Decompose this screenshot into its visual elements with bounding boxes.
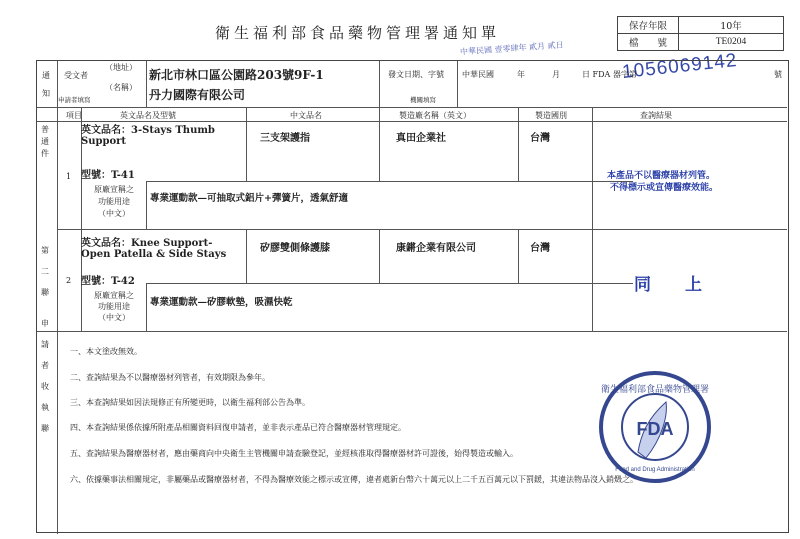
item-1-country: 台灣 [530, 133, 550, 144]
item-1-purpose: 專業運動款—可抽取式鋁片+彈簧片，透氣舒適 [150, 193, 348, 204]
seal-bottom-text: Food and Drug Administration [615, 467, 695, 473]
date-stamp: 中華民國 壹零肆年 貳月 貳日 [459, 40, 564, 57]
item-1-model [81, 166, 135, 181]
note-5: 五、查詢結果為醫療器材者，應由藥商向中央衛生主管機關申請查驗登記，並經核准取得醫療器材許可證後，始得製造或輸入。 [70, 449, 518, 458]
sec2-char: 收 [41, 382, 49, 391]
date-number-label: 發文日期、字號 [388, 70, 444, 79]
sec1-char: 普 [41, 125, 49, 134]
item-2-en-value: Knee Support-Open Patella & Side Stays [81, 238, 227, 260]
agency-note: 機關填寫 [410, 96, 436, 104]
seal-center-text: FDA [636, 419, 674, 439]
item-2-number: 2 [66, 276, 72, 285]
applicant-note: 申請者填寫 [58, 96, 91, 104]
col-country: 製造國別 [535, 111, 567, 120]
item-2-purpose-label: 原廠宣稱之 功能用途 （中文） [94, 291, 134, 322]
sec2-char: 聯 [41, 424, 49, 433]
col-cn-name: 中文品名 [290, 111, 322, 120]
document-title: 衛生福利部食品藥物管理署通知單 [215, 24, 501, 42]
sec2-char: 第 [41, 246, 49, 255]
section-label-second-copy [41, 240, 53, 439]
sec2-char: 二 [41, 267, 49, 276]
note-6: 六、依據藥事法相關規定，非屬藥品或醫療器材者，不得為醫療效能之標示或宣傳，違者處新台幣六十萬元以上二千五百萬元以下罰鍰，其違法物品沒入銷燬之。 [70, 475, 638, 484]
item-2-en-label: 英文品名： [81, 238, 131, 249]
document-number-stamp: 1056069142 [621, 50, 739, 83]
item-1-en-value: 3-Stays Thumb Support [81, 125, 215, 147]
number-label: 號 [774, 70, 782, 79]
sec2-char: 執 [41, 403, 49, 412]
item-2-model-label: 型號： [81, 276, 111, 287]
side-label-bottom: 知 [42, 89, 50, 98]
roc-label: 中華民國 [462, 70, 494, 79]
section-label-ordinary [41, 124, 53, 160]
item-1-purpose-label: 原廠宣稱之 功能用途 （中文） [94, 185, 134, 218]
item-2-model [81, 272, 135, 287]
item-2-purpose: 專業運動款—矽膠軟墊，吸濕快乾 [150, 297, 293, 308]
recipient-company: 丹力國際有限公司 [149, 88, 246, 102]
fda-seal [596, 368, 714, 486]
item-1-cn-name: 三支架護指 [260, 133, 310, 144]
result-text-2: 不得標示或宣傳醫療效能。 [610, 183, 719, 193]
item-1-en-name [81, 125, 231, 147]
sec2-char: 申 [41, 319, 49, 328]
item-1-manufacturer: 真田企業社 [396, 133, 446, 144]
name-label: （名稱） [105, 83, 137, 92]
sec1-char: 通 [41, 137, 49, 146]
item-2-model-value: T-42 [111, 276, 135, 287]
item-1-en-label: 英文品名： [81, 125, 131, 136]
sec2-char: 請 [41, 340, 49, 349]
col-item: 項目 [66, 111, 82, 120]
retention-value: 10年 [679, 17, 784, 34]
record-table [617, 16, 784, 51]
side-label-top: 通 [42, 71, 50, 80]
sec2-char: 者 [41, 361, 49, 370]
year-label: 年 [517, 70, 525, 79]
item-1-number: 1 [66, 172, 72, 181]
item-2-country: 台灣 [530, 243, 550, 254]
result-same: 同 上 [634, 275, 702, 295]
item-2-en-name [81, 238, 241, 260]
note-4: 四、本查詢結果係依據所附產品相關資料回復申請者，並非表示產品已符合醫療器材管理規定。 [70, 423, 406, 432]
col-manufacturer: 製造廠名稱（英文） [399, 111, 471, 120]
address-label: （地址） [105, 63, 137, 72]
item-1-model-value: T-41 [111, 170, 135, 181]
archive-value: TE0204 [679, 34, 784, 51]
sec2-char: 聯 [41, 288, 49, 297]
note-1: 一、本文塗改無效。 [70, 347, 142, 356]
col-en-name: 英文品名及型號 [120, 111, 176, 120]
note-3: 三、本查詢結果如因法規修正有所變更時，以衛生福利部公告為準。 [70, 398, 310, 407]
note-2: 二、查詢結果為不以醫療器材列管者，有效期限為參年。 [70, 373, 270, 382]
recipient-address: 新北市林口區公園路203號9F-1 [149, 68, 324, 82]
sec1-char: 件 [41, 149, 49, 158]
item-2-cn-name: 矽膠雙側條護膝 [260, 243, 330, 254]
month-label: 月 [552, 70, 560, 79]
recipient-label: 受文者 [64, 71, 88, 80]
archive-label: 檔 號 [618, 34, 679, 51]
item-1-model-label: 型號： [81, 170, 111, 181]
day-fda-label: 日 FDA 器字第 [582, 70, 637, 79]
seal-top-text: 衛生福利部食品藥物管理署 [600, 385, 710, 395]
col-result: 查詢結果 [640, 111, 672, 120]
retention-label: 保存年限 [618, 17, 679, 34]
item-2-manufacturer: 康鏘企業有限公司 [396, 243, 476, 254]
result-text-1: 本產品不以醫療器材列管。 [607, 171, 716, 181]
